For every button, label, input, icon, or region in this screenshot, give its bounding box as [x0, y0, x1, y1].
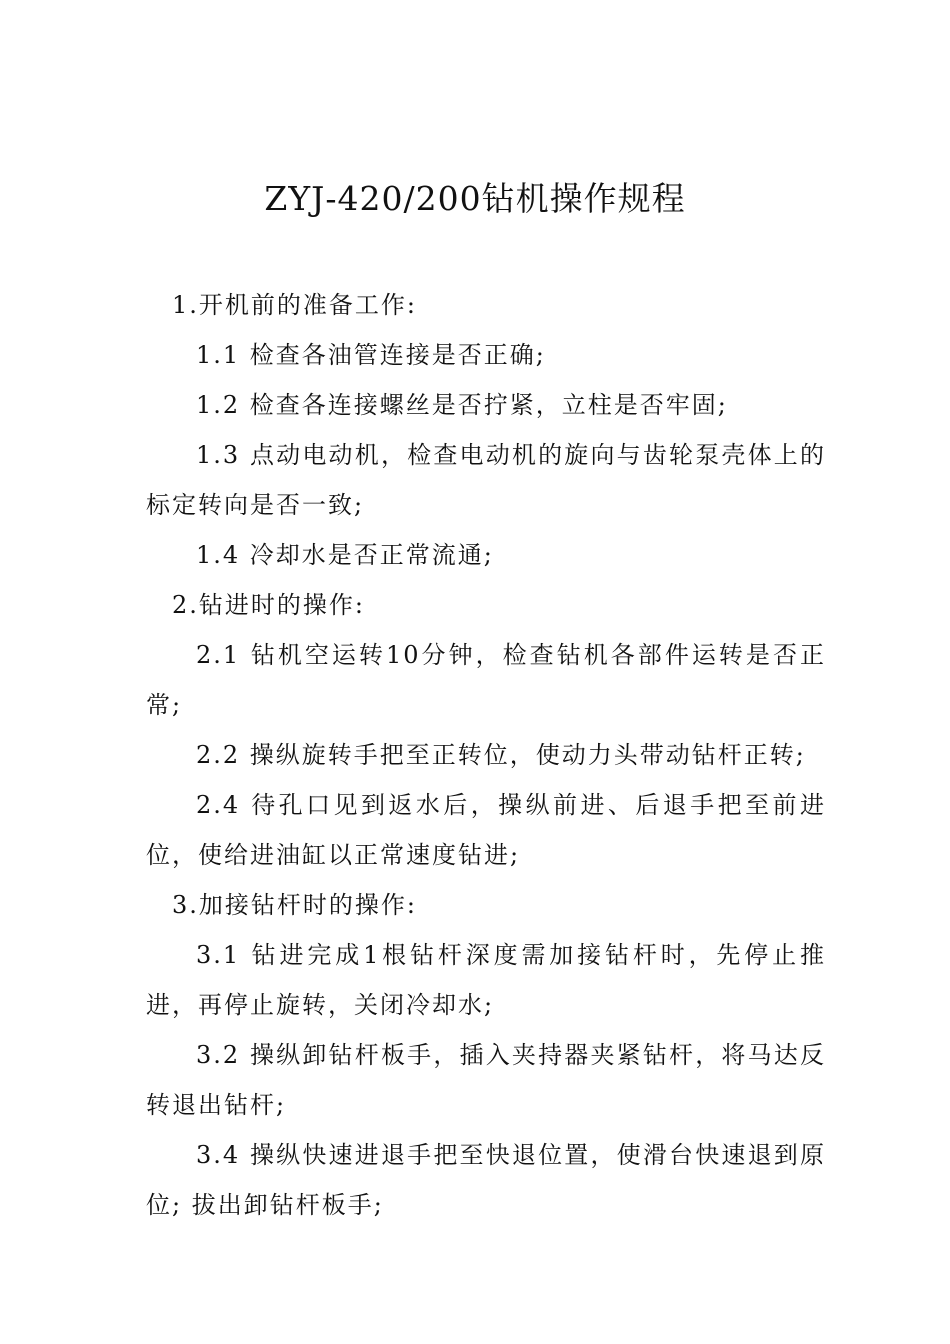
section-heading: 2.钻进时的操作: — [172, 591, 365, 619]
document-body — [146, 280, 826, 1230]
section-heading: 3.加接钻杆时的操作: — [172, 891, 417, 919]
document-title: ZYJ-420/200钻机操作规程 — [264, 179, 686, 218]
list-item: 3.2 操纵卸钻杆板手，插入夹持器夹紧钻杆，将马达反转退出钻杆; — [146, 1041, 826, 1119]
section-heading: 1.开机前的准备工作: — [172, 291, 417, 319]
list-item: 1.4 冷却水是否正常流通; — [196, 541, 494, 569]
list-item: 1.3 点动电动机，检查电动机的旋向与齿轮泵壳体上的标定转向是否一致; — [146, 441, 826, 519]
list-item: 3.1 钻进完成1根钻杆深度需加接钻杆时，先停止推进，再停止旋转，关闭冷却水; — [146, 941, 826, 1019]
list-item: 1.2 检查各连接螺丝是否拧紧，立柱是否牢固; — [196, 391, 728, 419]
list-item: 2.4 待孔口见到返水后，操纵前进、后退手把至前进位，使给进油缸以正常速度钻进; — [146, 791, 826, 869]
list-item: 2.2 操纵旋转手把至正转位，使动力头带动钻杆正转; — [196, 741, 806, 769]
list-item: 1.1 检查各油管连接是否正确; — [196, 341, 546, 369]
list-item: 2.1 钻机空运转10分钟，检查钻机各部件运转是否正常; — [146, 641, 826, 719]
list-item: 3.4 操纵快速进退手把至快退位置，使滑台快速退到原位; 拔出卸钻杆板手; — [146, 1141, 826, 1219]
